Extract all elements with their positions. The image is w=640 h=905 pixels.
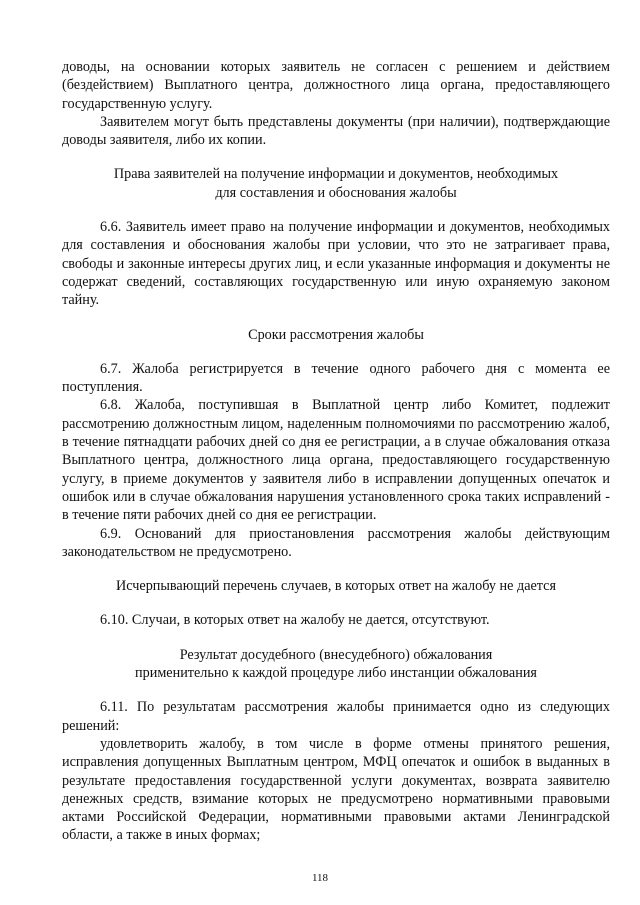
paragraph: 6.9. Оснований для приостановления рассмотрения жалобы действующим законодательством не предусмотрено. (62, 525, 610, 560)
spacer (62, 202, 610, 218)
paragraph: удовлетворить жалобу, в том числе в форме отмены принятого решения, исправления допущенных Выплатным центром, МФЦ опечаток и ошибок в выданных в результате предоставления государственной услуги документах, возврата заявителю денежных средств, взимание которых не предусмотрено нормативными правовыми актами Российской Федерации, нормативными правовыми актами Ленинградской области, а также в иных формах; (62, 735, 610, 844)
section-heading-line: Права заявителей на получение информации и документов, необходимых (113, 166, 559, 183)
paragraph: 6.6. Заявитель имеет право на получение информации и документов, необходимых для составления и обоснования жалобы при условии, что это не затрагивает права, свободы и законные интересы других лиц, и если указанные информация и документы не содержат сведений, составляющих государственную или иную охраняемую законом тайну. (62, 219, 610, 309)
section-heading-line: применительно к каждой процедуре либо инстанции обжалования (135, 665, 537, 682)
spacer (62, 561, 610, 577)
paragraph: Заявителем могут быть представлены документы (при наличии), подтверждающие доводы заявителя, либо их копии. (62, 113, 610, 149)
section-heading (62, 577, 610, 595)
section-heading-line: для составления и обоснования жалобы (215, 184, 457, 201)
spacer (62, 344, 610, 360)
spacer (62, 310, 610, 326)
paragraph: 6.7. Жалоба регистрируется в течение одного рабочего дня с момента ее поступления. (62, 360, 610, 396)
spacer (62, 630, 610, 646)
paragraph: 6.8. Жалоба, поступившая в Выплатной центр либо Комитет, подлежит рассмотрению должностным лицом, наделенным полномочиями по рассмотрению жалоб, в течение пятнадцати рабочих дней со дня ее регистрации, а в случае обжалования отказа Выплатного центра, должностного лица органа, предоставляющего государственную услугу, в приеме документов у заявителя либо в исправлении допущенных опечаток и ошибок или в случае обжалования нарушения установленного срока таких исправлений - в течение пяти рабочих дней со дня ее регистрации. (62, 397, 610, 524)
section-heading-line: Результат досудебного (внесудебного) обжалования (179, 646, 493, 663)
spacer (62, 682, 610, 698)
paragraph: доводы, на основании которых заявитель не согласен с решением и действием (бездействием) Выплатного центра, должностного лица органа, предоставляющего государственную услугу. (62, 59, 610, 112)
spacer (62, 149, 610, 165)
paragraph: 6.11. По результатам рассмотрения жалобы принимается одно из следующих решений: (62, 699, 610, 734)
section-heading (62, 646, 610, 683)
spacer (62, 595, 610, 611)
section-heading (62, 165, 610, 202)
page-number: 118 (311, 872, 329, 884)
section-heading-line: Сроки рассмотрения жалобы (248, 326, 424, 343)
section-heading-line: Исчерпывающий перечень случаев, в которых ответ на жалобу не дается (116, 578, 556, 595)
document-page (62, 58, 610, 845)
section-heading (62, 326, 610, 344)
paragraph: 6.10. Случаи, в которых ответ на жалобу не дается, отсутствуют. (100, 612, 490, 629)
